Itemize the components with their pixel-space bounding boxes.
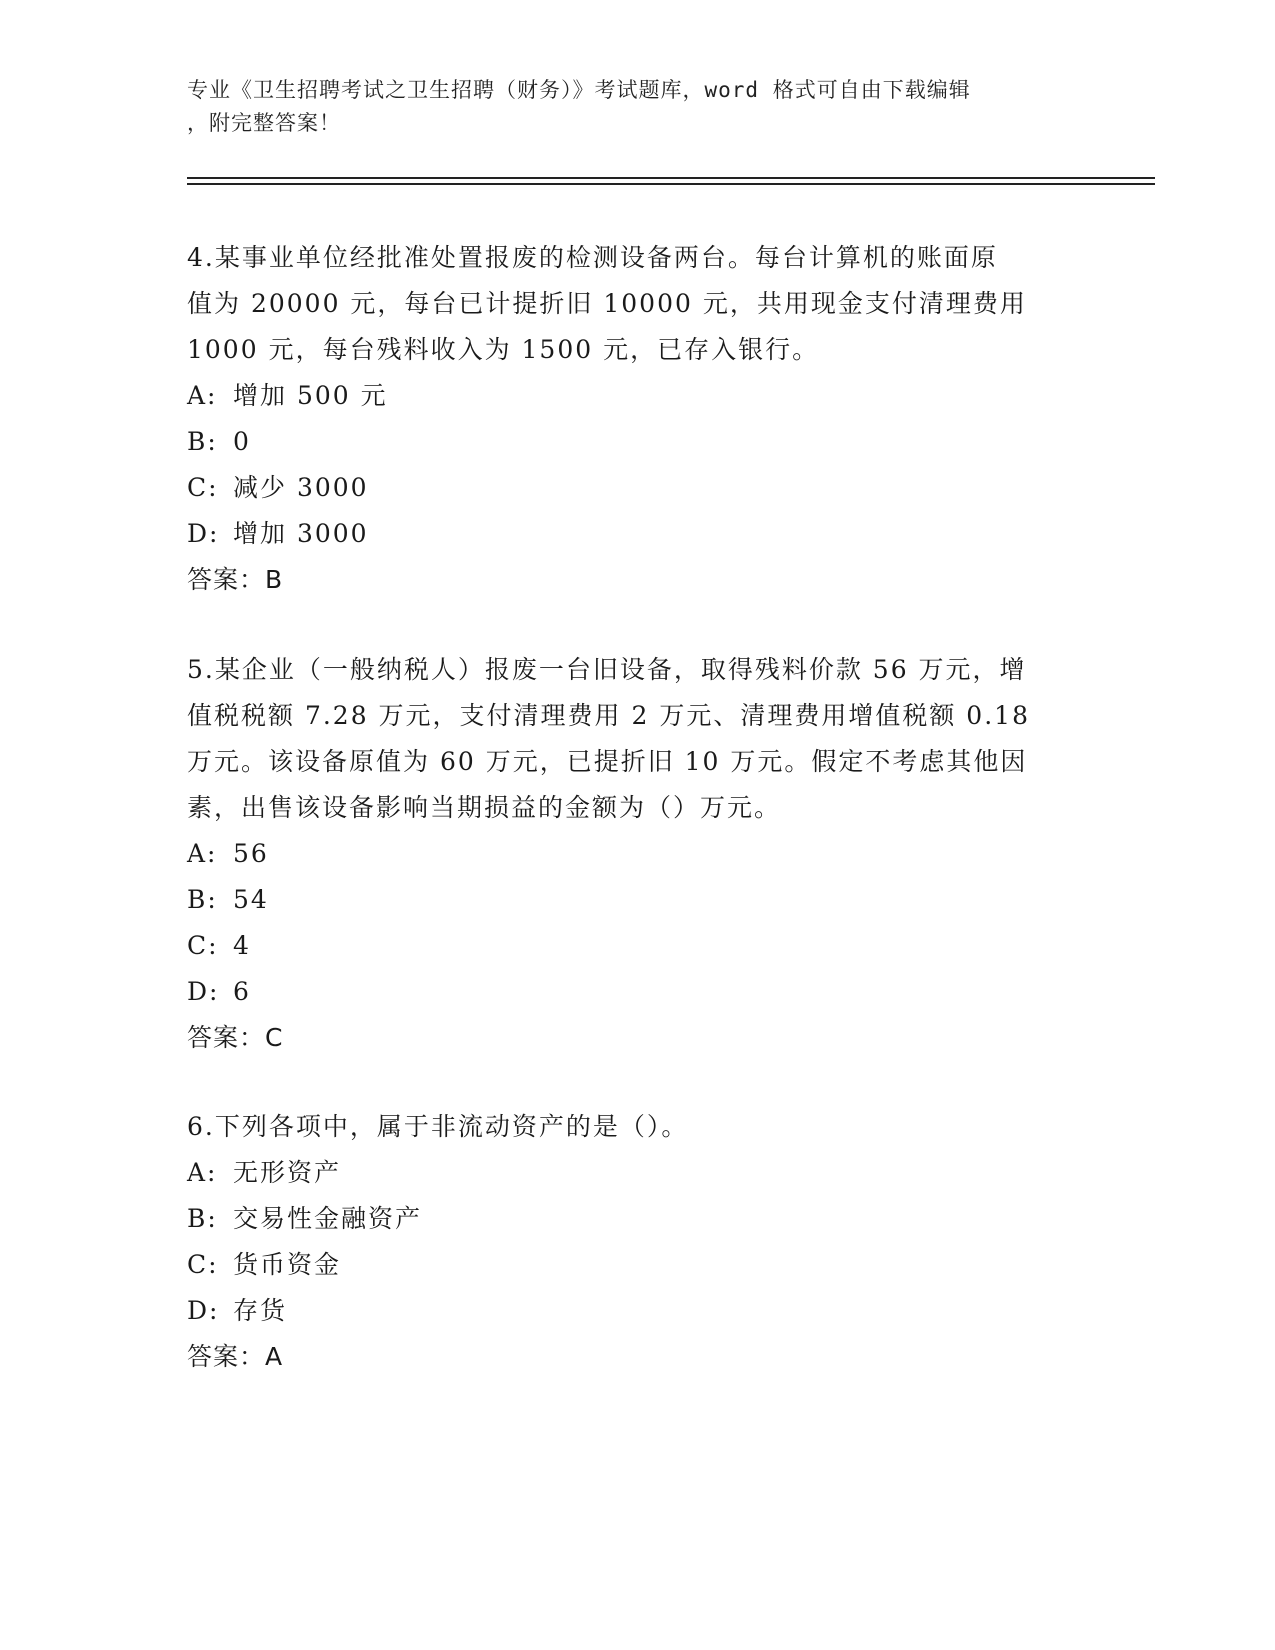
- question-stem-line: 4.某事业单位经批准处置报废的检测设备两台。每台计算机的账面原: [187, 243, 998, 272]
- option-text: 54: [233, 885, 269, 914]
- option-key: D:: [187, 977, 220, 1006]
- option-c: [187, 465, 1087, 511]
- option-key: A:: [187, 1158, 218, 1187]
- question-stem-line: 6.下列各项中，属于非流动资产的是（）。: [187, 1112, 689, 1141]
- option-a: [187, 1150, 1087, 1196]
- question-stem-line: 1000 元，每台残料收入为 1500 元，已存入银行。: [187, 335, 820, 364]
- option-text: 无形资产: [233, 1158, 342, 1187]
- option-a: [187, 831, 1087, 877]
- option-key: C:: [187, 1250, 219, 1279]
- question-5: [187, 647, 1087, 1061]
- option-text: 交易性金融资产: [233, 1204, 423, 1233]
- question-stem-line: 5.某企业（一般纳税人）报废一台旧设备，取得残料价款 56 万元，增: [187, 655, 1027, 684]
- option-d: [187, 969, 1087, 1015]
- option-a: [187, 373, 1087, 419]
- option-text: 存货: [233, 1296, 288, 1325]
- option-key: B:: [187, 885, 218, 914]
- option-text: 增加 500 元: [233, 381, 388, 410]
- option-key: B:: [187, 1204, 218, 1233]
- option-d: [187, 511, 1087, 557]
- answer-label: 答案：C: [187, 1023, 284, 1052]
- option-text: 0: [233, 427, 251, 456]
- option-text: 6: [233, 977, 251, 1006]
- header-line-2: ，附完整答案！: [187, 111, 341, 135]
- option-text: 增加 3000: [233, 519, 369, 548]
- option-c: [187, 923, 1087, 969]
- option-key: A:: [187, 381, 218, 410]
- question-6: [187, 1104, 1087, 1380]
- question-4: [187, 235, 1087, 603]
- option-key: D:: [187, 519, 220, 548]
- option-key: A:: [187, 839, 218, 868]
- header-divider-bottom: [187, 183, 1155, 185]
- question-stem-line: 值为 20000 元，每台已计提折旧 10000 元，共用现金支付清理费用: [187, 289, 1027, 318]
- option-text: 56: [233, 839, 269, 868]
- header-divider-top: [187, 177, 1155, 179]
- question-stem-line: 素，出售该设备影响当期损益的金额为（）万元。: [187, 793, 782, 822]
- header-line-1: 专业《卫生招聘考试之卫生招聘（财务）》考试题库，word 格式可自由下载编辑: [187, 78, 971, 102]
- option-text: 4: [233, 931, 251, 960]
- option-key: B:: [187, 427, 218, 456]
- option-text: 货币资金: [233, 1250, 342, 1279]
- answer-label: 答案：B: [187, 565, 284, 594]
- option-text: 减少 3000: [233, 473, 369, 502]
- option-c: [187, 1242, 1087, 1288]
- option-b: [187, 877, 1087, 923]
- option-key: D:: [187, 1296, 220, 1325]
- option-b: [187, 1196, 1087, 1242]
- option-key: C:: [187, 473, 219, 502]
- option-b: [187, 419, 1087, 465]
- question-stem-line: 万元。该设备原值为 60 万元，已提折旧 10 万元。假定不考虑其他因: [187, 747, 1028, 776]
- option-key: C:: [187, 931, 219, 960]
- document-header: [187, 74, 1067, 140]
- option-d: [187, 1288, 1087, 1334]
- answer-label: 答案：A: [187, 1342, 284, 1371]
- question-stem-line: 值税税额 7.28 万元，支付清理费用 2 万元、清理费用增值税额 0.18: [187, 701, 1030, 730]
